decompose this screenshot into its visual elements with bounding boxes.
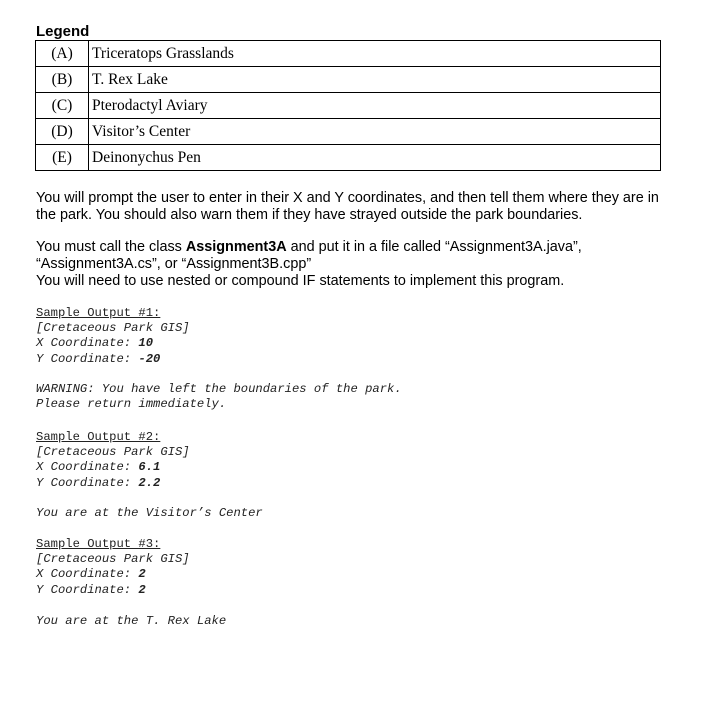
result-line: WARNING: You have left the boundaries of the park. — [36, 382, 402, 396]
sample-heading: Sample Output #1: — [36, 306, 161, 320]
legend-name: T. Rex Lake — [89, 67, 661, 93]
x-coordinate-line — [36, 567, 146, 581]
y-coordinate-line — [36, 583, 146, 597]
y-value: 2.2 — [138, 475, 161, 490]
legend-code: (A) — [36, 41, 89, 67]
legend-row — [36, 145, 661, 171]
y-label: Y Coordinate: — [36, 351, 139, 366]
legend-row — [36, 67, 661, 93]
x-label: X Coordinate: — [36, 567, 139, 582]
sample-result-3 — [36, 614, 226, 629]
sample-banner: [Cretaceous Park GIS] — [36, 445, 190, 460]
legend-name: Triceratops Grasslands — [89, 41, 661, 67]
legend-code: (D) — [36, 119, 89, 145]
legend-name: Deinonychus Pen — [89, 145, 661, 171]
instructions-paragraph-2 — [36, 239, 676, 290]
x-value: 10 — [138, 336, 154, 351]
legend-row — [36, 41, 661, 67]
x-label: X Coordinate: — [36, 460, 139, 475]
sample-banner: [Cretaceous Park GIS] — [36, 321, 190, 336]
instructions-text: You must call the class — [36, 239, 186, 255]
y-coordinate-line — [36, 352, 160, 366]
y-value: 2 — [138, 582, 146, 597]
sample-output-3 — [36, 537, 190, 598]
legend-code: (E) — [36, 145, 89, 171]
legend-table — [35, 40, 661, 171]
x-coordinate-line — [36, 336, 153, 350]
x-coordinate-line — [36, 460, 160, 474]
result-line: You are at the T. Rex Lake — [36, 614, 227, 628]
result-line: You are at the Visitor’s Center — [36, 506, 263, 520]
instructions-text: You will need to use nested or compound IF statements to implement this program. — [36, 273, 565, 289]
x-value: 6.1 — [138, 460, 161, 475]
legend-title: Legend — [36, 23, 90, 40]
sample-result-1 — [36, 382, 402, 412]
sample-output-2 — [36, 430, 190, 491]
legend-code: (B) — [36, 67, 89, 93]
sample-heading: Sample Output #2: — [36, 430, 161, 444]
x-value: 2 — [138, 567, 146, 582]
legend-code: (C) — [36, 93, 89, 119]
sample-output-1 — [36, 306, 190, 367]
sample-banner: [Cretaceous Park GIS] — [36, 552, 190, 567]
legend-row — [36, 119, 661, 145]
y-label: Y Coordinate: — [36, 582, 139, 597]
instructions-paragraph-1: You will prompt the user to enter in their X and Y coordinates, and then tell them where they are in the park. You should also warn them if they have strayed outside the park boundaries. — [36, 190, 659, 223]
y-value: -20 — [138, 351, 161, 366]
y-label: Y Coordinate: — [36, 475, 139, 490]
x-label: X Coordinate: — [36, 336, 139, 351]
y-coordinate-line — [36, 476, 160, 490]
legend-row — [36, 93, 661, 119]
sample-result-2 — [36, 506, 263, 521]
result-line: Please return immediately. — [36, 397, 227, 412]
sample-heading: Sample Output #3: — [36, 537, 161, 551]
instructions-text: and put it in a file called “Assignment3A.java”, “Assignment3A.cs”, or “Assignment3B.cpp” — [36, 239, 582, 272]
legend-name: Visitor’s Center — [89, 119, 661, 145]
legend-name: Pterodactyl Aviary — [89, 93, 661, 119]
class-name: Assignment3A — [185, 239, 287, 255]
